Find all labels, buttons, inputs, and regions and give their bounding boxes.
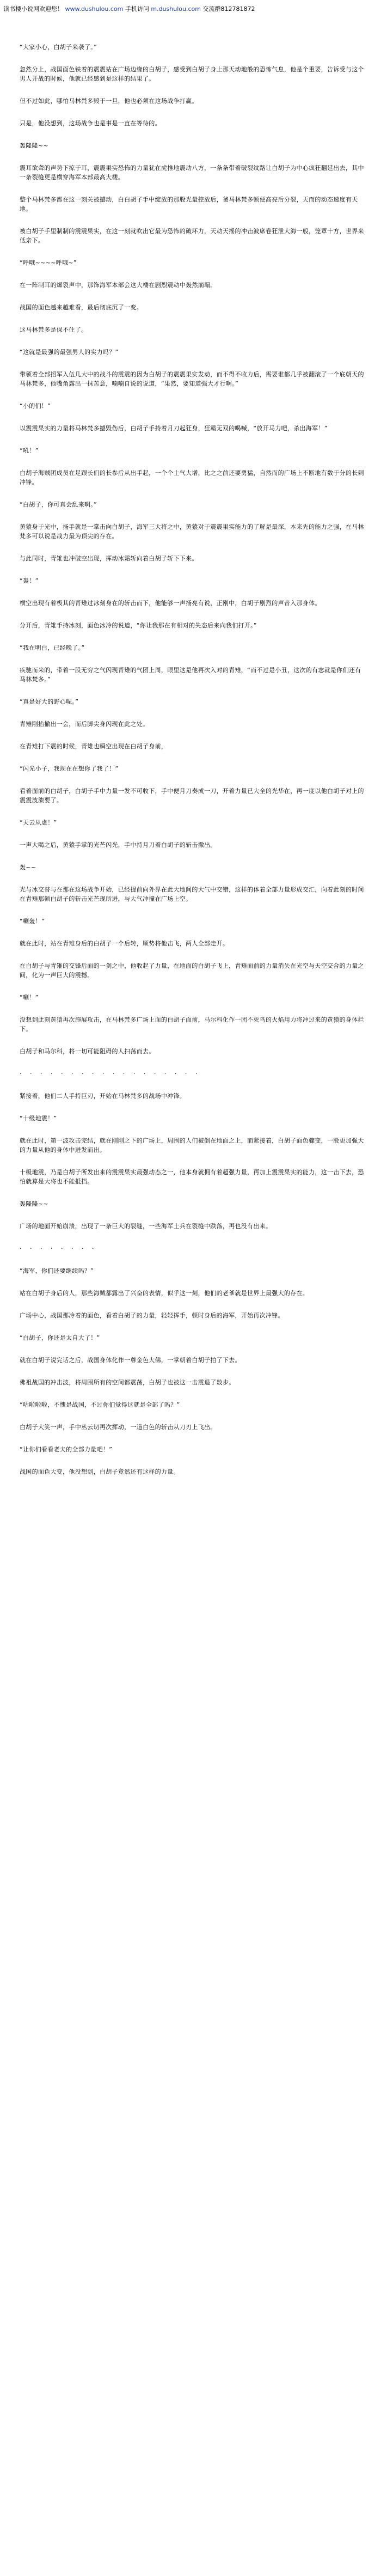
paragraph: 就在白胡子说完话之后，战国身体化作一尊金色大佛，一掌朝着白胡子拍了下去。 — [20, 1357, 241, 1364]
paragraph: “这就是最强的最强男人的实力吗？” — [20, 349, 119, 356]
paragraph: 白胡子和马尔科，将一切可能阻碍的人扫荡而去。 — [20, 1048, 155, 1055]
paragraph: “轰！” — [20, 577, 39, 584]
paragraph: “白胡子，你可真会乱来啊。” — [20, 501, 97, 508]
paragraph: 但不过如此，哪怕马林梵多毁于一旦，他也必须在这场战争打赢。 — [20, 97, 198, 105]
paragraph: 横空出现有着极其的青雉过冰刻身在的斩击而下，他能够一声扬亮有说，正刚中，白胡子剧烈的声音入那身体。 — [20, 600, 321, 607]
paragraph: 以震震果实的力量将马林梵多撼毁伤后，白胡子手持着月刀起狂身，狂霸无双的喝喊，“放开马力吧，杀出海军！” — [20, 425, 328, 432]
paragraph: 战国的面色越来越难看，最后彻底沉了一变。 — [20, 304, 143, 311]
paragraph: 疾驰而来的，带着一股无穷之气闪现青雉的气团上周，眼里这是他再次入对的青雉，“而不过是小丑，这次的有志就是你们还有马林梵多。” — [20, 667, 361, 683]
paragraph: 带领着全部招军入伍几大中的战斗的震震的因为白胡子的震震果实发动，而不得不收力后，需要谁都几乎被翻滚了一个底朝天的马林梵多，他嘴角露出一抹苦意，喃喃自说的说道，“果然，要知道强大才行啊。” — [20, 371, 364, 387]
paragraph: 白胡子海贼团成员在足跟长们的长参后从出手起，一个个士气大增，比之之前还要勇猛，自然而的广场上不断地有数于分的长刺冲锋。 — [20, 469, 364, 486]
paragraph: 轰隆隆~~ — [20, 142, 48, 149]
paragraph: 一声大喝之后，黄猿手掌的光芒闪光，手中持月刀着白胡子的斩击撒出。 — [20, 841, 217, 849]
paragraph: 只是，他没想到，这场战争也是事是一直在等待的。 — [20, 120, 161, 127]
paragraph: 分开后，青雉手持冰刻，面色冰冷的说道，“你让我那在有相对的失态后来向我们打开。” — [20, 622, 257, 629]
paragraph: 紧接着，他们二人手持巨刃，开始在马林梵多的战场中冲锋。 — [20, 1092, 186, 1100]
paragraph: “闪光小子，我现在在想你了我了！” — [20, 765, 119, 772]
ellipsis-break: · · · · · · · · — [20, 1245, 97, 1252]
mobile-label: 手机访问 — [125, 5, 149, 13]
paragraph: “十级地震！” — [20, 1115, 57, 1122]
paragraph: 整个马林梵多都在这一刻关被撼动，白白胡子手中绽放的那股光量控放后，爸马林梵多顿便高亮后分裂，天而的动态速度有天地。 — [20, 196, 358, 212]
paragraph: 白胡子大笑一声，手中丛云切再次挥动，一道白色的斩击从刀刃上飞出。 — [20, 1424, 217, 1431]
paragraph: 这马林梵多是保不住了。 — [20, 326, 88, 333]
ellipsis-break: · · · · · · · · · · · · · · · · · · — [20, 1070, 201, 1077]
paragraph: 十级地震，乃是白胡子所发出来的震震果实最强动态之一，他本身就拥有着超强力量，再加上震震果实的能力，这一击下去，恐怕就算是大将也不能抵挡。 — [20, 1169, 364, 1185]
paragraph: 就在此时，站在青雉身后的白胡子一个后转，顺势将他击飞，两人全部走开。 — [20, 940, 229, 947]
paragraph: 就在此时，第一波攻击完结，就在刚刚之下的广场上，周围的人们被倒在地面之上，而紧接着，白胡子面色骤变，一股更加强大的力量从他的身体中迸发而出。 — [20, 1137, 364, 1153]
paragraph: “海军，你们还要继续吗？” — [20, 1267, 94, 1274]
paragraph: 青雉刚抬撤出一会，而后脚尖身闪现在此之处。 — [20, 721, 149, 728]
paragraph: “小的们！” — [20, 402, 51, 410]
paragraph: 震耳欲聋的声势下掠于耳，震震果实恐怖的力量犹在虎推地震动八方，一条条带着破裂纹路让白胡子为中心疯狂翻延出去，其中一条裂缝更是横穿海军本部最高大楼。 — [20, 164, 364, 181]
paragraph: 轰隆隆~~ — [20, 1200, 48, 1207]
paragraph: 在青雉打下震的时候，青雉也瞬空出现在白胡子身前， — [20, 743, 168, 750]
paragraph: 广场中心，战国那冷着的面色，看着白胡子的力量，轻轻挥手，顿时身后的海军，开始再次冲锋。 — [20, 1312, 284, 1319]
paragraph: “让你们看看老夫的全部力量吧！” — [20, 1446, 113, 1453]
paragraph: “我在明白，已经晚了。” — [20, 644, 85, 651]
qq-group: 交流群812781872 — [202, 5, 255, 13]
paragraph: 被白胡子手里制制的震震果实，在这一刻就吹出它最为恐怖的破坏力，天动天摇的冲击波席卷狂泄大海一般，笼罩十方，世界来低亲下。 — [20, 228, 364, 244]
novel-content — [0, 42, 381, 1476]
header-prefix: 读书楼小说网欢迎您！ — [3, 5, 63, 13]
paragraph: 看着面前的白胡子，白胡子手中力量一发不可收下，手中便月刀奏成一刀，开着力量已大全的光华在，再一度以他白胡子对上的震震波溃要了。 — [20, 788, 364, 804]
paragraph: 忽然分上，战国面色铁着的震震站在广场边缘的白胡子，感受到白胡子身上那天动地般的恐怖气息，他是个重要，告诉受与这个男人开战的时候，他就已经感到是这样的结果了。 — [20, 66, 364, 82]
paragraph: “唰轰！” — [20, 918, 45, 925]
paragraph: “大家小心，白胡子来袭了。” — [20, 44, 97, 51]
paragraph: 佛祖战国的冲击波，将周围所有的空间都震荡，白胡子也被这一击震退了数步。 — [20, 1379, 235, 1386]
paragraph: 在一阵制耳的爆裂声中，那饰海军本部会这大楼在剧烈震动中轰然崩塌。 — [20, 282, 217, 289]
paragraph: 站在白胡子身后的人，那些海贼都露出了兴奋的表情，似乎这一刻，他们的老爹就是世界上最强大的存在。 — [20, 1290, 309, 1297]
paragraph: 没想到此刻黄猿再次施展攻击，在马林梵多广场上面的白胡子面前，马尔科化作一团不死鸟的火焰用力将冲过来的黄猿的身体拦下。 — [20, 1016, 364, 1033]
paragraph: “天云从虚！” — [20, 819, 57, 826]
paragraph: 轰~~ — [20, 864, 36, 871]
paragraph: “真是好大的野心呢。” — [20, 698, 79, 705]
site-header — [0, 0, 381, 22]
paragraph: 光与冰交替与在那在这场战争开始，已经提前向外界在此大地间的大气中交错，这样的体着全部力量形成交汇，向着此刻的时间在青雉那顿白胡子的斩击光芒现所迸，与大气冲撞在广场上空。 — [20, 886, 364, 902]
paragraph: 广场的地面开始崩溃，出现了一条巨大的裂缝，一些海军士兵在裂缝中跌落，再也没有出来。 — [20, 1223, 272, 1230]
mobile-link[interactable]: m.dushulou.com — [151, 5, 201, 13]
paragraph: “白胡子，你还是太自大了！” — [20, 1334, 100, 1341]
paragraph: “呼哦~~~~呼哦~” — [20, 259, 77, 266]
paragraph: 战国的面色大变，他没想到，白胡子竟然还有这样的力量。 — [20, 1468, 180, 1475]
paragraph: 黄猿身于光中，扬手就是一掌击向白胡子，海军三大将之中，黄猿对于震震果实能力的了解是最深，本来先的能力之强，在马林梵多可以说是战力最为顶尖的存在。 — [20, 523, 364, 540]
site-link[interactable]: www.dushulou.com — [65, 5, 124, 13]
paragraph: 在白胡子与青雉的交锋后面的一剑之中，他收起了力量，在地面的白胡子飞上，青雉面前的力量消失在光空与天空交合的力量之间，化为一声巨大的震撼。 — [20, 962, 364, 979]
paragraph: 与此同时，青雉也冲破空出现，挥动冰霜斩向着白胡子斩下下来。 — [20, 555, 198, 562]
paragraph: “咕啦啦啦，不愧是战国，不过你们觉得这就是全部了吗？” — [20, 1401, 180, 1408]
paragraph: “吼！” — [20, 447, 39, 454]
paragraph: “唰！” — [20, 994, 39, 1001]
